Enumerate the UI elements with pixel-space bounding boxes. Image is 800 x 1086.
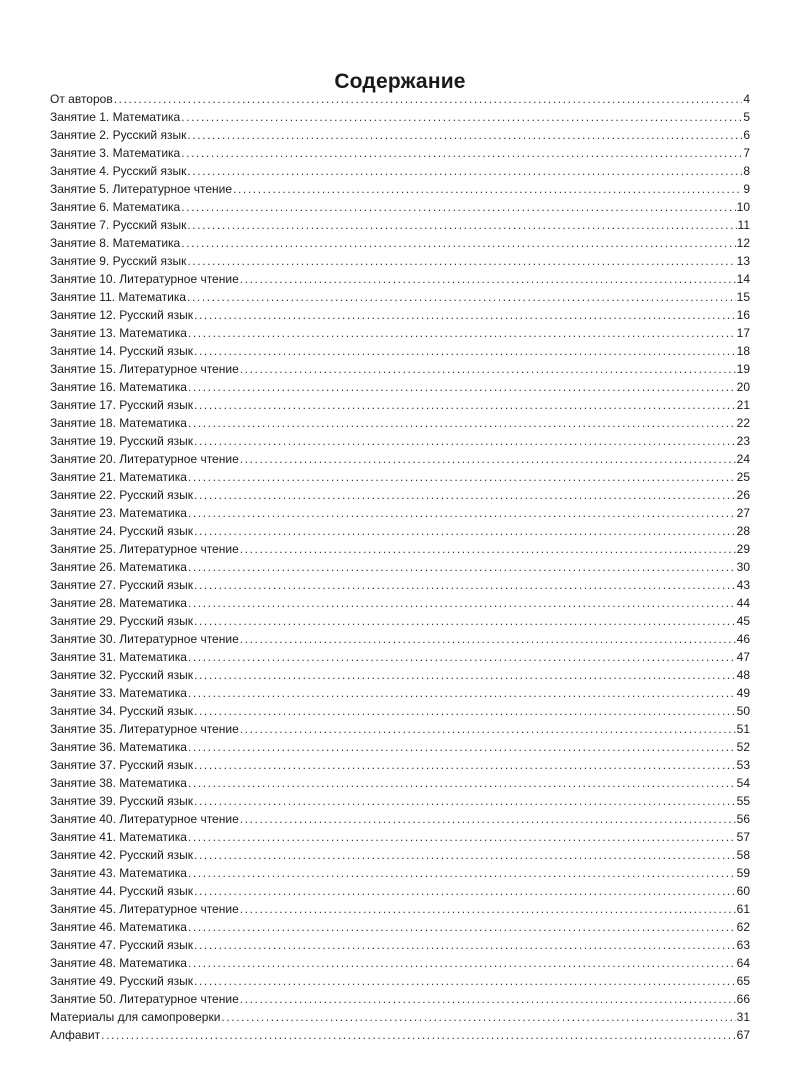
toc-dot-leader xyxy=(194,576,736,594)
toc-dot-leader xyxy=(188,378,736,396)
toc-entry[interactable] xyxy=(50,216,750,234)
toc-dot-leader xyxy=(188,738,736,756)
toc-entry-label: Занятие 34. Русский язык xyxy=(50,704,194,718)
toc-entry[interactable] xyxy=(50,504,750,522)
toc-entry-label: Занятие 21. Математика xyxy=(50,470,187,484)
toc-entry-page-number: 61 xyxy=(736,902,750,916)
toc-entry[interactable] xyxy=(50,162,750,180)
toc-entry-page-number: 14 xyxy=(736,272,750,286)
toc-entry[interactable] xyxy=(50,900,750,918)
toc-dot-leader xyxy=(188,774,736,792)
toc-entry-page-number: 44 xyxy=(736,596,750,610)
toc-entry-page-number: 24 xyxy=(736,452,750,466)
toc-entry[interactable] xyxy=(50,810,750,828)
toc-dot-leader xyxy=(188,918,736,936)
toc-entry[interactable] xyxy=(50,936,750,954)
toc-dot-leader xyxy=(194,522,736,540)
toc-entry-page-number: 30 xyxy=(736,560,750,574)
toc-entry[interactable] xyxy=(50,630,750,648)
toc-entry-page-number: 63 xyxy=(736,938,750,952)
toc-entry-page-number: 29 xyxy=(736,542,750,556)
toc-entry-page-number: 12 xyxy=(736,236,750,250)
toc-dot-leader xyxy=(181,198,735,216)
table-of-contents xyxy=(50,90,750,1044)
toc-dot-leader xyxy=(114,90,743,108)
toc-entry[interactable] xyxy=(50,360,750,378)
toc-dot-leader xyxy=(240,720,736,738)
toc-entry[interactable] xyxy=(50,774,750,792)
toc-entry[interactable] xyxy=(50,522,750,540)
toc-entry[interactable] xyxy=(50,990,750,1008)
toc-entry-label: Занятие 42. Русский язык xyxy=(50,848,194,862)
toc-dot-leader xyxy=(188,864,736,882)
toc-dot-leader xyxy=(194,486,736,504)
toc-entry-label: Занятие 5. Литературное чтение xyxy=(50,182,233,196)
toc-dot-leader xyxy=(194,396,736,414)
toc-entry-label: Занятие 26. Математика xyxy=(50,560,187,574)
toc-dot-leader xyxy=(194,972,736,990)
toc-entry[interactable] xyxy=(50,414,750,432)
toc-entry-page-number: 45 xyxy=(736,614,750,628)
toc-entry[interactable] xyxy=(50,90,750,108)
toc-dot-leader xyxy=(188,468,736,486)
toc-entry[interactable] xyxy=(50,396,750,414)
toc-entry-page-number: 16 xyxy=(736,308,750,322)
toc-entry[interactable] xyxy=(50,180,750,198)
toc-entry[interactable] xyxy=(50,666,750,684)
toc-entry[interactable] xyxy=(50,468,750,486)
toc-dot-leader xyxy=(188,954,736,972)
toc-entry-label: Занятие 38. Математика xyxy=(50,776,187,790)
toc-entry-label: Материалы для самопроверки xyxy=(50,1010,221,1024)
toc-entry-label: Занятие 44. Русский язык xyxy=(50,884,194,898)
toc-entry-label: Занятие 17. Русский язык xyxy=(50,398,194,412)
toc-entry-page-number: 67 xyxy=(736,1028,750,1042)
toc-entry[interactable] xyxy=(50,306,750,324)
toc-entry-page-number: 8 xyxy=(743,164,750,178)
toc-entry-page-number: 58 xyxy=(736,848,750,862)
toc-dot-leader xyxy=(194,882,736,900)
toc-entry-page-number: 21 xyxy=(736,398,750,412)
toc-dot-leader xyxy=(194,306,736,324)
toc-entry-page-number: 22 xyxy=(736,416,750,430)
toc-entry[interactable] xyxy=(50,594,750,612)
toc-dot-leader xyxy=(194,612,736,630)
toc-entry[interactable] xyxy=(50,828,750,846)
toc-entry-label: Занятие 48. Математика xyxy=(50,956,187,970)
toc-entry[interactable] xyxy=(50,144,750,162)
toc-entry-label: Занятие 16. Математика xyxy=(50,380,187,394)
toc-entry-label: Занятие 24. Русский язык xyxy=(50,524,194,538)
toc-dot-leader xyxy=(240,810,736,828)
toc-dot-leader xyxy=(233,180,742,198)
toc-entry-label: Занятие 35. Литературное чтение xyxy=(50,722,239,736)
toc-entry-page-number: 64 xyxy=(736,956,750,970)
toc-entry[interactable] xyxy=(50,324,750,342)
toc-dot-leader xyxy=(188,684,736,702)
toc-entry-page-number: 11 xyxy=(737,218,750,232)
toc-dot-leader xyxy=(240,630,736,648)
toc-entry[interactable] xyxy=(50,684,750,702)
toc-entry-page-number: 62 xyxy=(736,920,750,934)
toc-entry-label: Занятие 39. Русский язык xyxy=(50,794,194,808)
toc-entry-label: Занятие 43. Математика xyxy=(50,866,187,880)
toc-entry-label: Занятие 11. Математика xyxy=(50,290,187,304)
toc-entry-page-number: 4 xyxy=(743,92,750,106)
toc-entry[interactable] xyxy=(50,558,750,576)
toc-entry-label: Занятие 50. Литературное чтение xyxy=(50,992,239,1006)
toc-entry-label: Занятие 7. Русский язык xyxy=(50,218,187,232)
toc-dot-leader xyxy=(188,828,736,846)
toc-entry-page-number: 54 xyxy=(736,776,750,790)
toc-entry-label: Занятие 45. Литературное чтение xyxy=(50,902,239,916)
toc-entry-label: Занятие 2. Русский язык xyxy=(50,128,187,142)
toc-entry-label: Занятие 12. Русский язык xyxy=(50,308,194,322)
toc-dot-leader xyxy=(181,144,742,162)
toc-dot-leader xyxy=(194,666,736,684)
toc-dot-leader xyxy=(240,900,736,918)
toc-entry-label: Алфавит xyxy=(50,1028,101,1042)
toc-entry[interactable] xyxy=(50,738,750,756)
toc-entry[interactable] xyxy=(50,720,750,738)
toc-entry-page-number: 23 xyxy=(736,434,750,448)
toc-dot-leader xyxy=(221,1008,735,1026)
toc-entry[interactable] xyxy=(50,954,750,972)
toc-entry-page-number: 7 xyxy=(743,146,750,160)
toc-entry[interactable] xyxy=(50,756,750,774)
toc-entry[interactable] xyxy=(50,1008,750,1026)
toc-entry-label: Занятие 1. Математика xyxy=(50,110,181,124)
toc-entry-label: Занятие 28. Математика xyxy=(50,596,187,610)
toc-entry-page-number: 66 xyxy=(736,992,750,1006)
toc-entry[interactable] xyxy=(50,342,750,360)
toc-entry-page-number: 56 xyxy=(736,812,750,826)
toc-entry-page-number: 60 xyxy=(736,884,750,898)
toc-entry-page-number: 10 xyxy=(736,200,750,214)
toc-entry-page-number: 57 xyxy=(736,830,750,844)
toc-entry-page-number: 5 xyxy=(743,110,750,124)
toc-dot-leader xyxy=(188,414,736,432)
toc-entry[interactable] xyxy=(50,792,750,810)
toc-entry[interactable] xyxy=(50,846,750,864)
toc-dot-leader xyxy=(240,450,736,468)
toc-entry-page-number: 46 xyxy=(736,632,750,646)
toc-entry-label: Занятие 47. Русский язык xyxy=(50,938,194,952)
toc-entry-label: От авторов xyxy=(50,92,113,106)
toc-entry[interactable] xyxy=(50,1026,750,1044)
toc-entry-page-number: 18 xyxy=(736,344,750,358)
toc-dot-leader xyxy=(194,702,736,720)
toc-entry-label: Занятие 25. Литературное чтение xyxy=(50,542,239,556)
toc-dot-leader xyxy=(188,504,736,522)
toc-dot-leader xyxy=(101,1026,736,1044)
toc-entry-page-number: 52 xyxy=(736,740,750,754)
toc-entry[interactable] xyxy=(50,432,750,450)
toc-entry-label: Занятие 8. Математика xyxy=(50,236,181,250)
toc-entry-label: Занятие 27. Русский язык xyxy=(50,578,194,592)
toc-entry-page-number: 48 xyxy=(736,668,750,682)
toc-entry[interactable] xyxy=(50,864,750,882)
toc-entry-page-number: 9 xyxy=(743,182,750,196)
toc-entry-label: Занятие 30. Литературное чтение xyxy=(50,632,239,646)
toc-dot-leader xyxy=(187,252,735,270)
toc-entry-page-number: 15 xyxy=(736,290,750,304)
toc-entry[interactable] xyxy=(50,108,750,126)
toc-entry[interactable] xyxy=(50,198,750,216)
toc-dot-leader xyxy=(194,792,736,810)
toc-entry[interactable] xyxy=(50,540,750,558)
toc-entry-label: Занятие 3. Математика xyxy=(50,146,181,160)
toc-entry-label: Занятие 46. Математика xyxy=(50,920,187,934)
toc-entry[interactable] xyxy=(50,648,750,666)
toc-dot-leader xyxy=(181,108,742,126)
toc-entry[interactable] xyxy=(50,972,750,990)
toc-entry[interactable] xyxy=(50,252,750,270)
toc-dot-leader xyxy=(194,756,736,774)
toc-entry-page-number: 53 xyxy=(736,758,750,772)
toc-entry-label: Занятие 19. Русский язык xyxy=(50,434,194,448)
toc-dot-leader xyxy=(194,342,736,360)
toc-entry-page-number: 25 xyxy=(736,470,750,484)
toc-entry-label: Занятие 33. Математика xyxy=(50,686,187,700)
toc-dot-leader xyxy=(188,558,736,576)
toc-entry-page-number: 47 xyxy=(736,650,750,664)
toc-entry-label: Занятие 4. Русский язык xyxy=(50,164,187,178)
toc-dot-leader xyxy=(240,270,736,288)
toc-entry-page-number: 43 xyxy=(736,578,750,592)
toc-entry-page-number: 20 xyxy=(736,380,750,394)
toc-dot-leader xyxy=(240,990,736,1008)
toc-entry-page-number: 65 xyxy=(736,974,750,988)
toc-entry-label: Занятие 40. Литературное чтение xyxy=(50,812,239,826)
toc-dot-leader xyxy=(188,324,736,342)
toc-entry[interactable] xyxy=(50,918,750,936)
page-title: Содержание xyxy=(334,70,466,94)
toc-entry-label: Занятие 22. Русский язык xyxy=(50,488,194,502)
toc-dot-leader xyxy=(188,594,736,612)
toc-entry-label: Занятие 18. Математика xyxy=(50,416,187,430)
toc-entry-label: Занятие 32. Русский язык xyxy=(50,668,194,682)
toc-entry[interactable] xyxy=(50,450,750,468)
toc-entry-label: Занятие 49. Русский язык xyxy=(50,974,194,988)
toc-entry-label: Занятие 41. Математика xyxy=(50,830,187,844)
toc-entry-label: Занятие 9. Русский язык xyxy=(50,254,187,268)
toc-entry-page-number: 59 xyxy=(736,866,750,880)
toc-dot-leader xyxy=(187,288,736,306)
toc-entry-label: Занятие 36. Математика xyxy=(50,740,187,754)
toc-entry-label: Занятие 6. Математика xyxy=(50,200,181,214)
toc-entry[interactable] xyxy=(50,288,750,306)
toc-entry-page-number: 17 xyxy=(736,326,750,340)
toc-entry-page-number: 50 xyxy=(736,704,750,718)
toc-entry-page-number: 49 xyxy=(736,686,750,700)
toc-entry-page-number: 19 xyxy=(736,362,750,376)
toc-entry[interactable] xyxy=(50,378,750,396)
toc-dot-leader xyxy=(194,432,736,450)
toc-entry-page-number: 13 xyxy=(736,254,750,268)
toc-entry[interactable] xyxy=(50,612,750,630)
toc-entry-label: Занятие 20. Литературное чтение xyxy=(50,452,239,466)
toc-entry[interactable] xyxy=(50,234,750,252)
toc-entry-page-number: 55 xyxy=(736,794,750,808)
toc-entry[interactable] xyxy=(50,486,750,504)
toc-entry-page-number: 51 xyxy=(736,722,750,736)
toc-entry[interactable] xyxy=(50,576,750,594)
toc-entry-label: Занятие 37. Русский язык xyxy=(50,758,194,772)
toc-entry[interactable] xyxy=(50,702,750,720)
toc-entry-label: Занятие 31. Математика xyxy=(50,650,187,664)
toc-entry-label: Занятие 10. Литературное чтение xyxy=(50,272,239,286)
toc-dot-leader xyxy=(187,162,742,180)
toc-dot-leader xyxy=(194,936,736,954)
toc-dot-leader xyxy=(240,360,736,378)
toc-dot-leader xyxy=(181,234,735,252)
toc-entry-label: Занятие 23. Математика xyxy=(50,506,187,520)
toc-entry-label: Занятие 29. Русский язык xyxy=(50,614,194,628)
toc-entry[interactable] xyxy=(50,126,750,144)
toc-dot-leader xyxy=(187,126,742,144)
toc-entry-page-number: 26 xyxy=(736,488,750,502)
toc-dot-leader xyxy=(194,846,736,864)
toc-entry-page-number: 27 xyxy=(736,506,750,520)
toc-entry[interactable] xyxy=(50,270,750,288)
toc-entry[interactable] xyxy=(50,882,750,900)
toc-entry-page-number: 28 xyxy=(736,524,750,538)
toc-entry-label: Занятие 13. Математика xyxy=(50,326,187,340)
toc-entry-label: Занятие 15. Литературное чтение xyxy=(50,362,239,376)
toc-dot-leader xyxy=(187,216,736,234)
toc-entry-label: Занятие 14. Русский язык xyxy=(50,344,194,358)
toc-dot-leader xyxy=(188,648,736,666)
toc-dot-leader xyxy=(240,540,736,558)
toc-entry-page-number: 31 xyxy=(736,1010,750,1024)
toc-entry-page-number: 6 xyxy=(743,128,750,142)
